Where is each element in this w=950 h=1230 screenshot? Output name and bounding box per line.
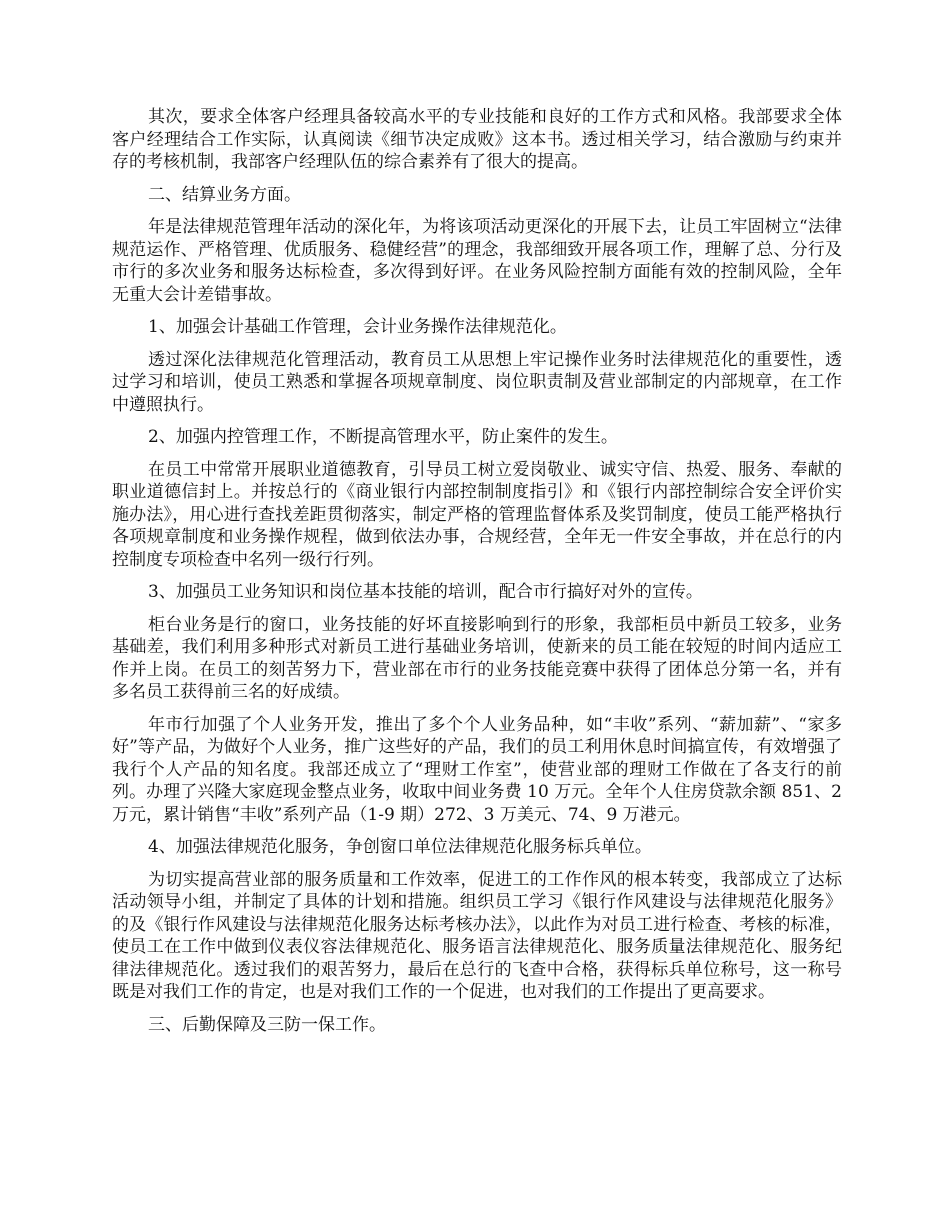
heading-standard-service: 4、加强法律规范化服务，争创窗口单位法律规范化服务标兵单位。 bbox=[148, 837, 652, 857]
paragraph-counter-business: 柜台业务是行的窗口，业务技能的好坏直接影响到行的形象，我部柜员中新员工较多，业务基础差，我们利用多种形式对新员工进行基础业务培训，使新来的员工能在较短的时间内适应工作并上岗。在员工的刻苦努力下，营业部在市行的业务技能竞赛中获得了团体总分第一名，并有多名员工获得前三名的好成绩。 bbox=[112, 614, 842, 702]
document-body bbox=[112, 106, 842, 1046]
heading-internal-control: 2、加强内控管理工作，不断提高管理水平，防止案件的发生。 bbox=[148, 427, 618, 447]
heading-accounting-basics: 1、加强会计基础工作管理，会计业务操作法律规范化。 bbox=[148, 317, 567, 337]
heading-settlement-business: 二、结算业务方面。 bbox=[148, 184, 301, 205]
paragraph-personal-business: 年市行加强了个人业务开发，推出了多个个人业务品种，如“丰收”系列、“薪加薪”、“家多好”等产品，为做好个人业务，推广这些好的产品，我们的员工利用休息时间搞宣传，有效增强了我行个人产品的知名度。我部还成立了“理财工作室”，使营业部的理财工作做在了各支行的前列。办理了兴隆大家庭现金整点业务，收取中间业务费 10 万元。全年个人住房贷款余额 851、2 万元，累计销售“丰收”系列产品（1-9 期）272、3 万美元、74、9 万港元。 bbox=[112, 714, 842, 825]
paragraph-legal-norm-year: 年是法律规范管理年活动的深化年，为将该项活动更深化的开展下去，让员工牢固树立“法律规范运作、严格管理、优质服务、稳健经营”的理念，我部细致开展各项工作，理解了总、分行及市行的多次业务和服务达标检查，多次得到好评。在业务风险控制方面能有效的控制风险，全年无重大会计差错事故。 bbox=[112, 217, 842, 305]
paragraph-customer-managers: 其次，要求全体客户经理具备较高水平的专业技能和良好的工作方式和风格。我部要求全体客户经理结合工作实际，认真阅读《细节决定成败》这本书。透过相关学习，结合激励与约束并存的考核机制，我部客户经理队伍的综合素养有了很大的提高。 bbox=[112, 107, 842, 172]
paragraph-service-quality: 为切实提高营业部的服务质量和工作效率，促进工的工作作风的根本转变，我部成立了达标活动领导小组，并制定了具体的计划和措施。组织员工学习《银行作风建设与法律规范化服务》的及《银行作风建设与法律规范化服务达标考核办法》，以此作为对员工进行检查、考核的标准，使员工在工作中做到仪表仪容法律规范化、服务语言法律规范化、服务质量法律规范化、服务纪律法律规范化。透过我们的艰苦努力，最后在总行的飞查中合格，获得标兵单位称号，这一称号既是对我们工作的肯定，也是对我们工作的一个促进，也对我们的工作提出了更高要求。 bbox=[112, 869, 842, 1002]
paragraph-ethics-education: 在员工中常常开展职业道德教育，引导员工树立爱岗敬业、诚实守信、热爱、服务、奉献的职业道德信封上。并按总行的《商业银行内部控制制度指引》和《银行内部控制综合安全评价实施办法》，用心进行查找差距贯彻落实，制定严格的管理监督体系及奖罚制度，使员工能严格执行各项规章制度和业务操作规程，做到依法办事，合规经营，全年无一件安全事故，并在总行的内控制度专项检查中名列一级行行列。 bbox=[112, 459, 842, 570]
heading-staff-training: 3、加强员工业务知识和岗位基本技能的培训，配合市行搞好对外的宣传。 bbox=[148, 582, 703, 602]
paragraph-accounting-training: 透过深化法律规范化管理活动，教育员工从思想上牢记操作业务时法律规范化的重要性，透过学习和培训，使员工熟悉和掌握各项规章制度、岗位职责制及营业部制定的内部规章，在工作中遵照执行。 bbox=[112, 349, 842, 415]
heading-logistics: 三、后勤保障及三防一保工作。 bbox=[148, 1014, 386, 1035]
